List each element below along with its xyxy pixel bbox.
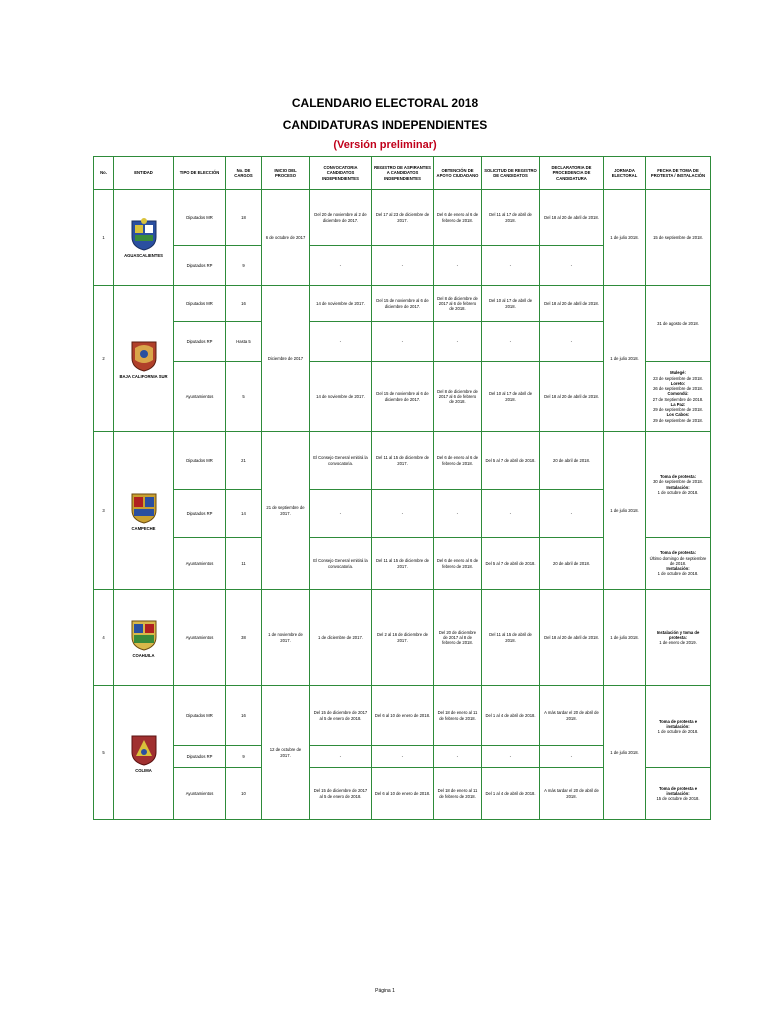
seat-count: 18 — [226, 190, 262, 246]
table-row — [94, 590, 711, 686]
request-date: Del 11 al 17 de abril de 2018. — [482, 190, 540, 246]
call-date: Del 15 de diciembre de 2017 al 5 de enero de 2018. — [310, 686, 372, 746]
registration-date: Del 6 al 10 de enero de 2018. — [372, 686, 434, 746]
call-date: Del 20 de noviembre al 2 de diciembre de 2017. — [310, 190, 372, 246]
oath-line: 29 de septiembre de 2018. — [653, 417, 703, 423]
election-day: 1 de julio 2018. — [604, 590, 646, 686]
seat-count: 9 — [226, 746, 262, 768]
request-date: Del 5 al 7 de abril de 2018. — [482, 432, 540, 490]
registration-date: Del 15 de noviembre al 6 de diciembre de 2017. — [372, 362, 434, 432]
header-cell: OBTENCIÓN DE APOYO CIUDADANO — [434, 157, 482, 190]
entity-number: 4 — [94, 590, 114, 686]
seat-count: 5 — [226, 362, 262, 432]
oath-line: Último domingo de septiembre de 2018. — [649, 555, 707, 566]
oath-line: 23 de septiembre de 2018. — [653, 375, 703, 381]
oath-date: 31 de agosto de 2018. — [646, 286, 711, 362]
oath-date — [646, 768, 711, 820]
call-date: 14 de noviembre de 2017. — [310, 286, 372, 322]
seat-count: 9 — [226, 246, 262, 286]
support-date: Del 6 de enero al 6 de febrero de 2018. — [434, 432, 482, 490]
oath-line: 1 de octubre de 2018. — [657, 489, 699, 495]
declaration-date: A más tardar el 20 de abril de 2018. — [540, 768, 604, 820]
oath-line: 26 de septiembre de 2018. — [653, 386, 703, 391]
entity-name: CAMPECHE — [131, 525, 156, 531]
table-row — [94, 432, 711, 490]
entity-name: AGUASCALIENTES — [124, 252, 163, 258]
header-cell: DECLARATORIA DE PROCEDENCIA DE CANDIDATURA — [540, 157, 604, 190]
oath-line: Los Cabos: — [666, 412, 690, 418]
support-date: Del 6 de enero al 6 de febrero de 2018. — [434, 190, 482, 246]
declaration-date: Del 18 al 20 de abril de 2018. — [540, 286, 604, 322]
election-type: Ayuntamientos — [174, 362, 226, 432]
header-cell: FECHA DE TOMA DE PROTESTA / INSTALACIÓN — [646, 157, 711, 190]
registration-date: Del 2 al 16 de diciembre de 2017. — [372, 590, 434, 686]
oath-line: 29 de septiembre de 2018. — [653, 407, 703, 412]
oath-line: Toma de protesta e — [658, 785, 698, 791]
seat-count: 14 — [226, 490, 262, 538]
header-cell: ENTIDAD — [114, 157, 174, 190]
request-date: Del 11 al 15 de abril de 2018. — [482, 590, 540, 686]
process-start: Diciembre de 2017 — [262, 286, 310, 432]
oath-line: 30 de septiembre de 2018. — [653, 479, 703, 485]
request-date: Del 5 al 7 de abril de 2018. — [482, 538, 540, 590]
election-type: Diputados RP — [174, 490, 226, 538]
election-type: Ayuntamientos — [174, 538, 226, 590]
oath-line: Mulegé: — [670, 370, 686, 376]
oath-line: 27 de Septiembre de 2018. — [652, 396, 704, 402]
oath-date — [646, 686, 711, 768]
process-start: 21 de septiembre de 2017. — [262, 432, 310, 590]
request-date: Del 10 al 17 de abril de 2018. — [482, 286, 540, 322]
seat-count: Hasta 5 — [226, 322, 262, 362]
oath-line: Toma de protesta e — [658, 718, 698, 724]
oath-date — [646, 538, 711, 590]
call-date: 1 de diciembre de 2017. — [310, 590, 372, 686]
header-cell: TIPO DE ELECCIÓN — [174, 157, 226, 190]
call-date: Del 15 de diciembre de 2017 al 5 de enero de 2018. — [310, 768, 372, 820]
entity-number: 1 — [94, 190, 114, 286]
oath-line: instalación: — [666, 723, 690, 729]
declaration-date: - — [540, 746, 604, 768]
process-start: 12 de octubre de 2017. — [262, 686, 310, 820]
header-cell: JORNADA ELECTORAL — [604, 157, 646, 190]
seat-count: 21 — [226, 432, 262, 490]
oath-line: 1 de octubre de 2018. — [657, 729, 699, 735]
call-date: - — [310, 246, 372, 286]
election-type: Diputados RP — [174, 246, 226, 286]
support-date: - — [434, 322, 482, 362]
declaration-date: Del 18 al 20 de abril de 2018. — [540, 362, 604, 432]
header-cell: REGISTRO DE ASPIRANTES A CANDIDATOS INDEPENDIENTES — [372, 157, 434, 190]
call-date: El Consejo General emitirá la convocatoria. — [310, 538, 372, 590]
seat-count: 11 — [226, 538, 262, 590]
call-date: - — [310, 322, 372, 362]
page-number: Página 1 — [375, 988, 395, 994]
oath-line: 15 de octubre de 2018. — [656, 796, 700, 802]
baja-california-sur-seal-icon — [129, 338, 159, 372]
election-type: Diputados MR — [174, 286, 226, 322]
oath-date — [646, 590, 711, 686]
declaration-date: - — [540, 246, 604, 286]
registration-date: - — [372, 246, 434, 286]
oath-date — [646, 362, 711, 432]
request-date: - — [482, 746, 540, 768]
table-row — [94, 286, 711, 322]
seat-count: 16 — [226, 286, 262, 322]
registration-date: - — [372, 322, 434, 362]
process-start: 1 de noviembre de 2017. — [262, 590, 310, 686]
election-day: 1 de julio 2018. — [604, 432, 646, 590]
seat-count: 38 — [226, 590, 262, 686]
declaration-date: Del 18 al 20 de abril de 2018. — [540, 190, 604, 246]
oath-date — [646, 432, 711, 538]
oath-line: 1 de octubre de 2018. — [657, 571, 699, 577]
document-title: CALENDARIO ELECTORAL 2018 — [291, 96, 479, 110]
election-type: Diputados MR — [174, 190, 226, 246]
aguascalientes-seal-icon — [129, 217, 159, 251]
entity-number: 3 — [94, 432, 114, 590]
entity-cell — [114, 432, 174, 590]
table-row — [94, 686, 711, 746]
declaration-date: 20 de abril de 2018. — [540, 432, 604, 490]
entity-cell — [114, 590, 174, 686]
request-date: - — [482, 490, 540, 538]
election-type: Diputados RP — [174, 746, 226, 768]
electoral-calendar-table — [93, 156, 711, 820]
declaration-date: Del 18 al 20 de abril de 2018. — [540, 590, 604, 686]
call-date: - — [310, 746, 372, 768]
election-type: Ayuntamientos — [174, 590, 226, 686]
declaration-date: - — [540, 322, 604, 362]
call-date: 14 de noviembre de 2017. — [310, 362, 372, 432]
entity-name: BAJA CALIFORNIA SUR — [119, 373, 168, 379]
election-type: Diputados MR — [174, 686, 226, 746]
coahuila-seal-icon — [129, 617, 159, 651]
oath-line: Instalación y toma de protesta: — [656, 629, 700, 640]
support-date: Del 20 de diciembre de 2017 al 8 de febrero de 2018. — [434, 590, 482, 686]
oath-line: Toma de protesta: — [660, 550, 696, 556]
request-date: - — [482, 246, 540, 286]
request-date: Del 1 al 4 de abril de 2018. — [482, 768, 540, 820]
registration-date: Del 6 al 10 de enero de 2018. — [372, 768, 434, 820]
header-row — [94, 157, 711, 190]
support-date: Del 6 de enero al 6 de febrero de 2018. — [434, 538, 482, 590]
entity-cell — [114, 686, 174, 820]
election-type: Diputados RP — [174, 322, 226, 362]
entity-number: 5 — [94, 686, 114, 820]
header-cell: No. DE CARGOS — [226, 157, 262, 190]
registration-date: Del 17 al 23 de diciembre de 2017. — [372, 190, 434, 246]
election-day: 1 de julio 2018. — [604, 686, 646, 820]
seat-count: 16 — [226, 686, 262, 746]
oath-line: Loreto: — [670, 380, 686, 386]
registration-date: - — [372, 746, 434, 768]
support-date: - — [434, 246, 482, 286]
version-note: (Versión preliminar) — [333, 139, 437, 151]
oath-line: 1 de enero de 2019. — [659, 640, 697, 646]
oath-line: Toma de protesta: — [660, 474, 696, 479]
oath-line: Instalación: — [666, 566, 690, 572]
declaration-date: A más tardar el 20 de abril de 2018. — [540, 686, 604, 746]
registration-date: Del 11 al 15 de diciembre de 2017. — [372, 538, 434, 590]
election-type: Diputados MR — [174, 432, 226, 490]
entity-cell — [114, 286, 174, 432]
election-day: 1 de julio 2018. — [604, 286, 646, 432]
header-cell: No. — [94, 157, 114, 190]
support-date: - — [434, 746, 482, 768]
oath-date: 15 de septiembre de 2018. — [646, 190, 711, 286]
request-date: - — [482, 322, 540, 362]
entity-name: COLIMA — [135, 767, 152, 773]
registration-date: Del 11 al 15 de diciembre de 2017. — [372, 432, 434, 490]
oath-line: instalación: — [666, 790, 690, 796]
document-subtitle: CANDIDATURAS INDEPENDIENTES — [282, 118, 488, 132]
oath-line: La Paz: — [670, 401, 686, 407]
colima-seal-icon — [129, 732, 159, 766]
oath-line: Comondú: — [667, 391, 689, 397]
header-cell: SOLICITUD DE REGISTRO DE CANDIDATOS — [482, 157, 540, 190]
process-start: 6 de octubre de 2017 — [262, 190, 310, 286]
header-cell: INICIO DEL PROCESO — [262, 157, 310, 190]
support-date: Del 18 de enero al 11 de febrero de 2018. — [434, 768, 482, 820]
request-date: Del 1 al 4 de abril de 2018. — [482, 686, 540, 746]
declaration-date: - — [540, 490, 604, 538]
campeche-seal-icon — [129, 490, 159, 524]
support-date: Del 8 de diciembre de 2017 al 6 de febrero de 2018. — [434, 362, 482, 432]
table-row — [94, 190, 711, 246]
call-date: El Consejo General emitirá la convocatoria. — [310, 432, 372, 490]
call-date: - — [310, 490, 372, 538]
support-date: Del 8 de diciembre de 2017 al 6 de febrero de 2018. — [434, 286, 482, 322]
request-date: Del 10 al 17 de abril de 2018. — [482, 362, 540, 432]
support-date: - — [434, 490, 482, 538]
election-type: Ayuntamientos — [174, 768, 226, 820]
election-day: 1 de julio 2018. — [604, 190, 646, 286]
entity-name: COAHUILA — [132, 652, 155, 658]
seat-count: 10 — [226, 768, 262, 820]
registration-date: Del 15 de noviembre al 6 de diciembre de 2017. — [372, 286, 434, 322]
entity-cell — [114, 190, 174, 286]
registration-date: - — [372, 490, 434, 538]
declaration-date: 20 de abril de 2018. — [540, 538, 604, 590]
entity-number: 2 — [94, 286, 114, 432]
oath-line: Instalación: — [666, 484, 690, 490]
header-cell: CONVOCATORIA CANDIDATOS INDEPENDIENTES — [310, 157, 372, 190]
support-date: Del 18 de enero al 11 de febrero de 2018. — [434, 686, 482, 746]
